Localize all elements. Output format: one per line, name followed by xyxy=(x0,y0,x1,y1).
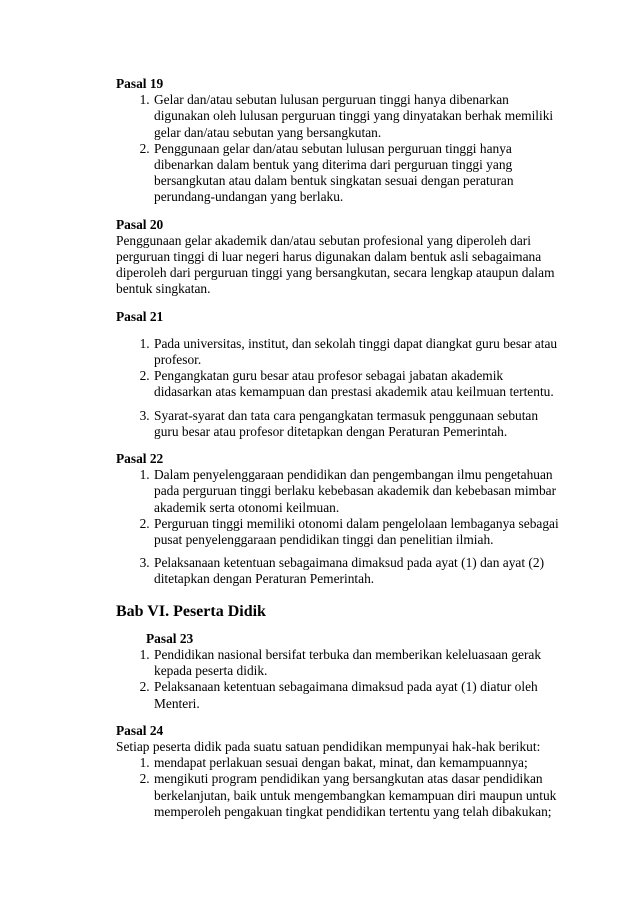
list-item: 2. Penggunaan gelar dan/atau sebutan lulusan perguruan tinggi hanya dibenarkan dalam bentuk yang diterima dari perguruan tinggi yang bersangkutan atau dalam bentuk singkatan sesuai dengan peraturan perundang-undangan yang berlaku. xyxy=(153,141,564,206)
pasal-24-text: Setiap peserta didik pada suatu satuan pendidikan mempunyai hak-hak berikut: xyxy=(116,738,541,754)
list-item: 2. Perguruan tinggi memiliki otonomi dalam pengelolaan lembaganya sebagai pusat penyelenggaraan pendidikan tinggi dan penelitian ilmiah. xyxy=(153,516,564,548)
list-item: 2. Pelaksanaan ketentuan sebagaimana dimaksud pada ayat (1) diatur oleh Menteri. xyxy=(153,679,564,711)
list-item: 1. Pendidikan nasional bersifat terbuka dan memberikan keleluasaan gerak kepada peserta didik. xyxy=(153,647,564,679)
pasal-20-title: Pasal 20 xyxy=(116,216,164,232)
pasal-21-list xyxy=(116,336,564,440)
pasal-22-title: Pasal 22 xyxy=(116,451,164,467)
list-item: 3. Syarat-syarat dan tata cara pengangkatan termasuk penggunaan sebutan guru besar atau profesor ditetapkan dengan Peraturan Pemerintah. xyxy=(153,408,564,440)
list-item: 1. Pada universitas, institut, dan sekolah tinggi dapat diangkat guru besar atau profesor. xyxy=(153,336,564,368)
list-item: 2. Pengangkatan guru besar atau profesor sebagai jabatan akademik didasarkan atas kemampuan dan prestasi akademik atau keilmuan tertentu. xyxy=(153,368,564,400)
list-item: 1. mendapat perlakuan sesuai dengan bakat, minat, dan kemampuannya; xyxy=(153,755,564,771)
pasal-20-text: Penggunaan gelar akademik dan/atau sebutan profesional yang diperoleh dari perguruan tinggi di luar negeri harus digunakan dalam bentuk asli sebagaimana diperoleh dari perguruan tinggi yang bersangkutan, secara lengkap ataupun dalam bentuk singkatan. xyxy=(116,232,555,297)
list-item: 1. Gelar dan/atau sebutan lulusan perguruan tinggi hanya dibenarkan digunakan oleh lulusan perguruan tinggi yang dinyatakan berhak memiliki gelar dan/atau sebutan yang bersangkutan. xyxy=(153,92,564,141)
pasal-24-list xyxy=(116,755,564,820)
pasal-19-title: Pasal 19 xyxy=(116,76,164,91)
bab-title: Bab VI. Peserta Didik xyxy=(116,602,266,620)
pasal-22-list xyxy=(116,467,564,587)
pasal-23-list xyxy=(116,647,564,712)
pasal-23-title: Pasal 23 xyxy=(146,630,194,646)
pasal-19-list xyxy=(116,92,564,205)
pasal-21-title: Pasal 21 xyxy=(116,308,164,324)
document-page xyxy=(116,76,564,820)
pasal-24-title: Pasal 24 xyxy=(116,722,164,738)
list-item: 2. mengikuti program pendidikan yang bersangkutan atas dasar pendidikan berkelanjutan, baik untuk mengembangkan kemampuan diri maupun untuk memperoleh pengakuan tingkat pendidikan tertentu yang telah dibakukan; xyxy=(153,771,564,820)
list-item: 3. Pelaksanaan ketentuan sebagaimana dimaksud pada ayat (1) dan ayat (2) ditetapkan dengan Peraturan Pemerintah. xyxy=(153,555,564,587)
list-item: 1. Dalam penyelenggaraan pendidikan dan pengembangan ilmu pengetahuan pada perguruan tinggi berlaku kebebasan akademik dan kebebasan mimbar akademik serta otonomi keilmuan. xyxy=(153,467,564,516)
